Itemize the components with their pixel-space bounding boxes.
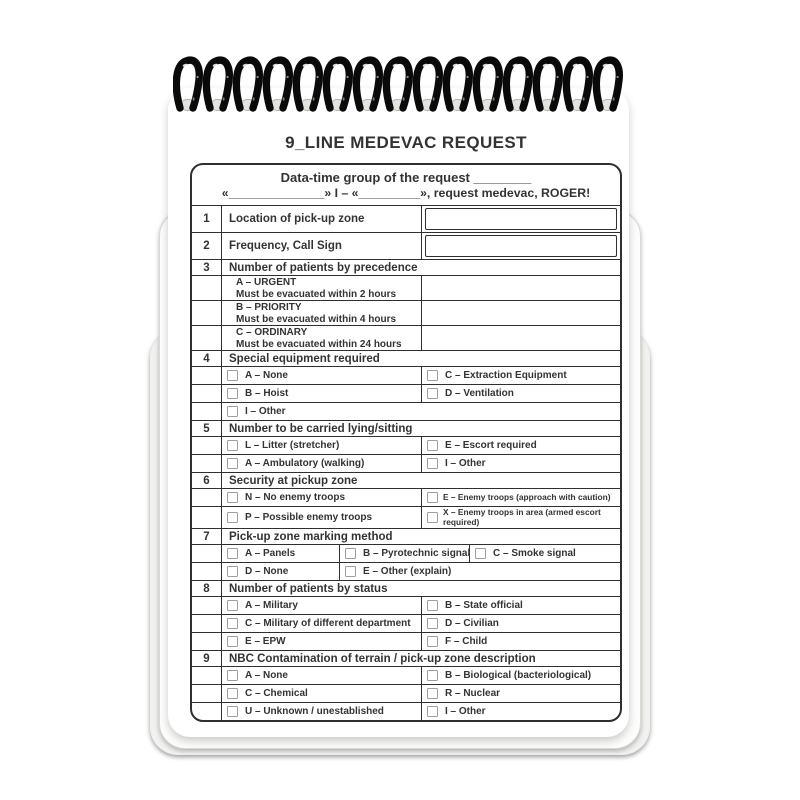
checkbox-label: E – EPW (245, 636, 286, 647)
form-header-line2: «______________» I – «_________», request medevac, ROGER! (221, 186, 591, 200)
checkbox-icon[interactable] (227, 512, 238, 523)
checkbox-row (192, 488, 620, 506)
checkbox-label: E – Enemy troops (approach with caution) (443, 491, 611, 502)
checkbox-cell (422, 367, 620, 384)
section-title: Special equipment required (229, 352, 380, 365)
checkbox-cell (340, 563, 620, 580)
checkbox-icon[interactable] (427, 512, 438, 523)
checkbox-row (192, 684, 620, 702)
section-title: Security at pickup zone (229, 474, 358, 487)
form-row-line-1 (192, 205, 620, 232)
checkbox-icon[interactable] (227, 670, 238, 681)
checkbox-label: E – Escort required (445, 440, 537, 451)
checkbox-icon[interactable] (227, 688, 238, 699)
checkbox-cell (470, 545, 620, 562)
section-title: NBC Contamination of terrain / pick-up zone description (229, 652, 536, 665)
line-number-empty (192, 276, 222, 300)
section-header-line-9 (192, 650, 620, 666)
section-header-line-7 (192, 528, 620, 544)
spiral-binding-icon (173, 56, 625, 114)
checkbox-cell (222, 507, 422, 528)
line-value-cell[interactable] (422, 301, 620, 325)
checkbox-label: I – Other (445, 458, 486, 469)
checkbox-label: B – State official (445, 600, 523, 611)
checkbox-label: C – Smoke signal (493, 548, 576, 559)
checkbox-cell (422, 633, 620, 650)
checkbox-icon[interactable] (227, 458, 238, 469)
line-number: 9 (192, 651, 222, 666)
checkbox-row (192, 632, 620, 650)
checkbox-row (192, 614, 620, 632)
checkbox-cell (422, 597, 620, 614)
line-number: 8 (192, 581, 222, 596)
checkbox-label: A – Panels (245, 548, 296, 559)
checkbox-icon[interactable] (227, 548, 238, 559)
checkbox-icon[interactable] (427, 492, 438, 503)
section-title: Number of patients by precedence (229, 261, 418, 274)
line-number-empty (192, 667, 222, 684)
checkbox-row (192, 544, 620, 562)
line-number-empty (192, 367, 222, 384)
section-header-line-3 (192, 259, 620, 275)
checkbox-row (192, 454, 620, 472)
checkbox-label: R – Nuclear (445, 688, 501, 699)
checkbox-cell (422, 667, 620, 684)
checkbox-cell (422, 615, 620, 632)
checkbox-cell (222, 703, 422, 720)
precedence-label (222, 276, 422, 300)
section-header-line-8 (192, 580, 620, 596)
line-number: 1 (192, 206, 222, 232)
line-number-empty (192, 703, 222, 720)
checkbox-icon[interactable] (227, 618, 238, 629)
checkbox-label: N – No enemy troops (245, 492, 346, 503)
checkbox-cell (340, 545, 470, 562)
section-header-line-6 (192, 472, 620, 488)
line-number: 5 (192, 421, 222, 436)
line-number: 4 (192, 351, 222, 366)
checkbox-cell (222, 489, 422, 506)
checkbox-cell (222, 563, 340, 580)
checkbox-cell (222, 403, 620, 420)
checkbox-cell (422, 685, 620, 702)
line-number: 2 (192, 233, 222, 259)
line-number-empty (192, 437, 222, 454)
checkbox-cell (422, 703, 620, 720)
form-header-box (192, 165, 620, 205)
form-title: 9_LINE MEDEVAC REQUEST (285, 133, 527, 152)
checkbox-icon[interactable] (427, 600, 438, 611)
checkbox-icon[interactable] (475, 548, 486, 559)
precedence-code: A – URGENT (236, 277, 297, 288)
medevac-form-body (192, 205, 620, 720)
line-value-cell[interactable] (422, 326, 620, 350)
form-header-line1: Data-time group of the request ________ (280, 170, 532, 185)
checkbox-label: A – None (245, 670, 288, 681)
line-number-empty (192, 403, 222, 420)
precedence-row (192, 300, 620, 325)
checkbox-label: X – Enemy troops in area (armed escort required) (443, 507, 601, 527)
line-number: 7 (192, 529, 222, 544)
checkbox-label: D – Ventilation (445, 388, 514, 399)
checkbox-label: P – Possible enemy troops (245, 512, 373, 523)
checkbox-cell (222, 667, 422, 684)
checkbox-row (192, 702, 620, 720)
line-number-empty (192, 455, 222, 472)
section-title: Number to be carried lying/sitting (229, 422, 413, 435)
checkbox-label: C – Extraction Equipment (445, 370, 567, 381)
checkbox-cell (222, 685, 422, 702)
checkbox-cell (222, 615, 422, 632)
checkbox-cell (222, 597, 422, 614)
precedence-code: C – ORDINARY (236, 327, 308, 338)
line-number-empty (192, 633, 222, 650)
form-row-line-2 (192, 232, 620, 259)
checkbox-label: A – None (245, 370, 288, 381)
line-number-empty (192, 545, 222, 562)
write-in-box[interactable] (425, 208, 617, 230)
checkbox-label: D – None (245, 566, 289, 577)
checkbox-row (192, 506, 620, 528)
checkbox-icon[interactable] (427, 670, 438, 681)
precedence-row (192, 325, 620, 350)
line-number: 3 (192, 260, 222, 275)
checkbox-icon[interactable] (227, 440, 238, 451)
line-number-empty (192, 685, 222, 702)
precedence-row (192, 275, 620, 300)
line-number-empty (192, 507, 222, 528)
checkbox-label: I – Other (445, 706, 486, 717)
checkbox-label: D – Civilian (445, 618, 499, 629)
section-title: Number of patients by status (229, 582, 388, 595)
checkbox-icon[interactable] (227, 600, 238, 611)
checkbox-icon[interactable] (427, 618, 438, 629)
line-value-cell[interactable] (422, 276, 620, 300)
section-header-line-4 (192, 350, 620, 366)
checkbox-icon[interactable] (227, 370, 238, 381)
checkbox-row (192, 562, 620, 580)
checkbox-icon[interactable] (227, 406, 238, 417)
checkbox-icon[interactable] (427, 458, 438, 469)
line-number-empty (192, 326, 222, 350)
precedence-label (222, 301, 422, 325)
checkbox-icon[interactable] (427, 688, 438, 699)
checkbox-label: C – Military of different department (245, 618, 411, 629)
checkbox-label: B – Biological (bacteriological) (445, 670, 592, 681)
checkbox-cell (422, 437, 620, 454)
checkbox-row (192, 384, 620, 402)
checkbox-label: B – Pyrotechnic signal (363, 548, 471, 559)
checkbox-icon[interactable] (427, 440, 438, 451)
checkbox-icon[interactable] (227, 566, 238, 577)
line-value-cell (422, 206, 620, 232)
checkbox-row (192, 436, 620, 454)
write-in-box[interactable] (425, 235, 617, 257)
line-label: Frequency, Call Sign (222, 233, 422, 259)
checkbox-cell (222, 367, 422, 384)
checkbox-label: A – Military (245, 600, 298, 611)
checkbox-label: I – Other (245, 406, 286, 417)
checkbox-icon[interactable] (427, 388, 438, 399)
checkbox-label: A – Ambulatory (walking) (245, 458, 365, 469)
checkbox-label: C – Chemical (245, 688, 308, 699)
checkbox-icon[interactable] (227, 636, 238, 647)
line-number: 6 (192, 473, 222, 488)
checkbox-label: E – Other (explain) (363, 566, 452, 577)
section-header-line-5 (192, 420, 620, 436)
checkbox-label: B – Hoist (245, 388, 289, 399)
precedence-desc: Must be evacuated within 2 hours (236, 288, 397, 300)
checkbox-row (192, 596, 620, 614)
medevac-form (190, 163, 622, 722)
line-number-empty (192, 615, 222, 632)
precedence-label (222, 326, 422, 350)
checkbox-icon[interactable] (227, 706, 238, 717)
line-value-cell (422, 233, 620, 259)
checkbox-cell (222, 633, 422, 650)
checkbox-label: U – Unknown / unestablished (245, 706, 384, 717)
checkbox-icon[interactable] (345, 548, 356, 559)
line-number-empty (192, 597, 222, 614)
checkbox-cell (222, 455, 422, 472)
checkbox-cell (422, 385, 620, 402)
line-number-empty (192, 563, 222, 580)
checkbox-icon[interactable] (345, 566, 356, 577)
precedence-code: B – PRIORITY (236, 302, 302, 313)
checkbox-cell (422, 489, 620, 506)
checkbox-icon[interactable] (227, 492, 238, 503)
precedence-desc: Must be evacuated within 24 hours (236, 338, 402, 350)
checkbox-icon[interactable] (427, 706, 438, 717)
checkbox-row (192, 402, 620, 420)
checkbox-cell (422, 455, 620, 472)
line-number-empty (192, 301, 222, 325)
checkbox-cell (222, 545, 340, 562)
line-label: Location of pick-up zone (222, 206, 422, 232)
section-title: Pick-up zone marking method (229, 530, 393, 543)
checkbox-cell (222, 385, 422, 402)
checkbox-cell (422, 507, 620, 528)
checkbox-icon[interactable] (427, 636, 438, 647)
checkbox-cell (222, 437, 422, 454)
checkbox-icon[interactable] (227, 388, 238, 399)
checkbox-label: L – Litter (stretcher) (245, 440, 340, 451)
checkbox-row (192, 666, 620, 684)
line-number-empty (192, 385, 222, 402)
precedence-desc: Must be evacuated within 4 hours (236, 313, 397, 325)
checkbox-label: F – Child (445, 636, 488, 647)
checkbox-row (192, 366, 620, 384)
checkbox-icon[interactable] (427, 370, 438, 381)
line-number-empty (192, 489, 222, 506)
